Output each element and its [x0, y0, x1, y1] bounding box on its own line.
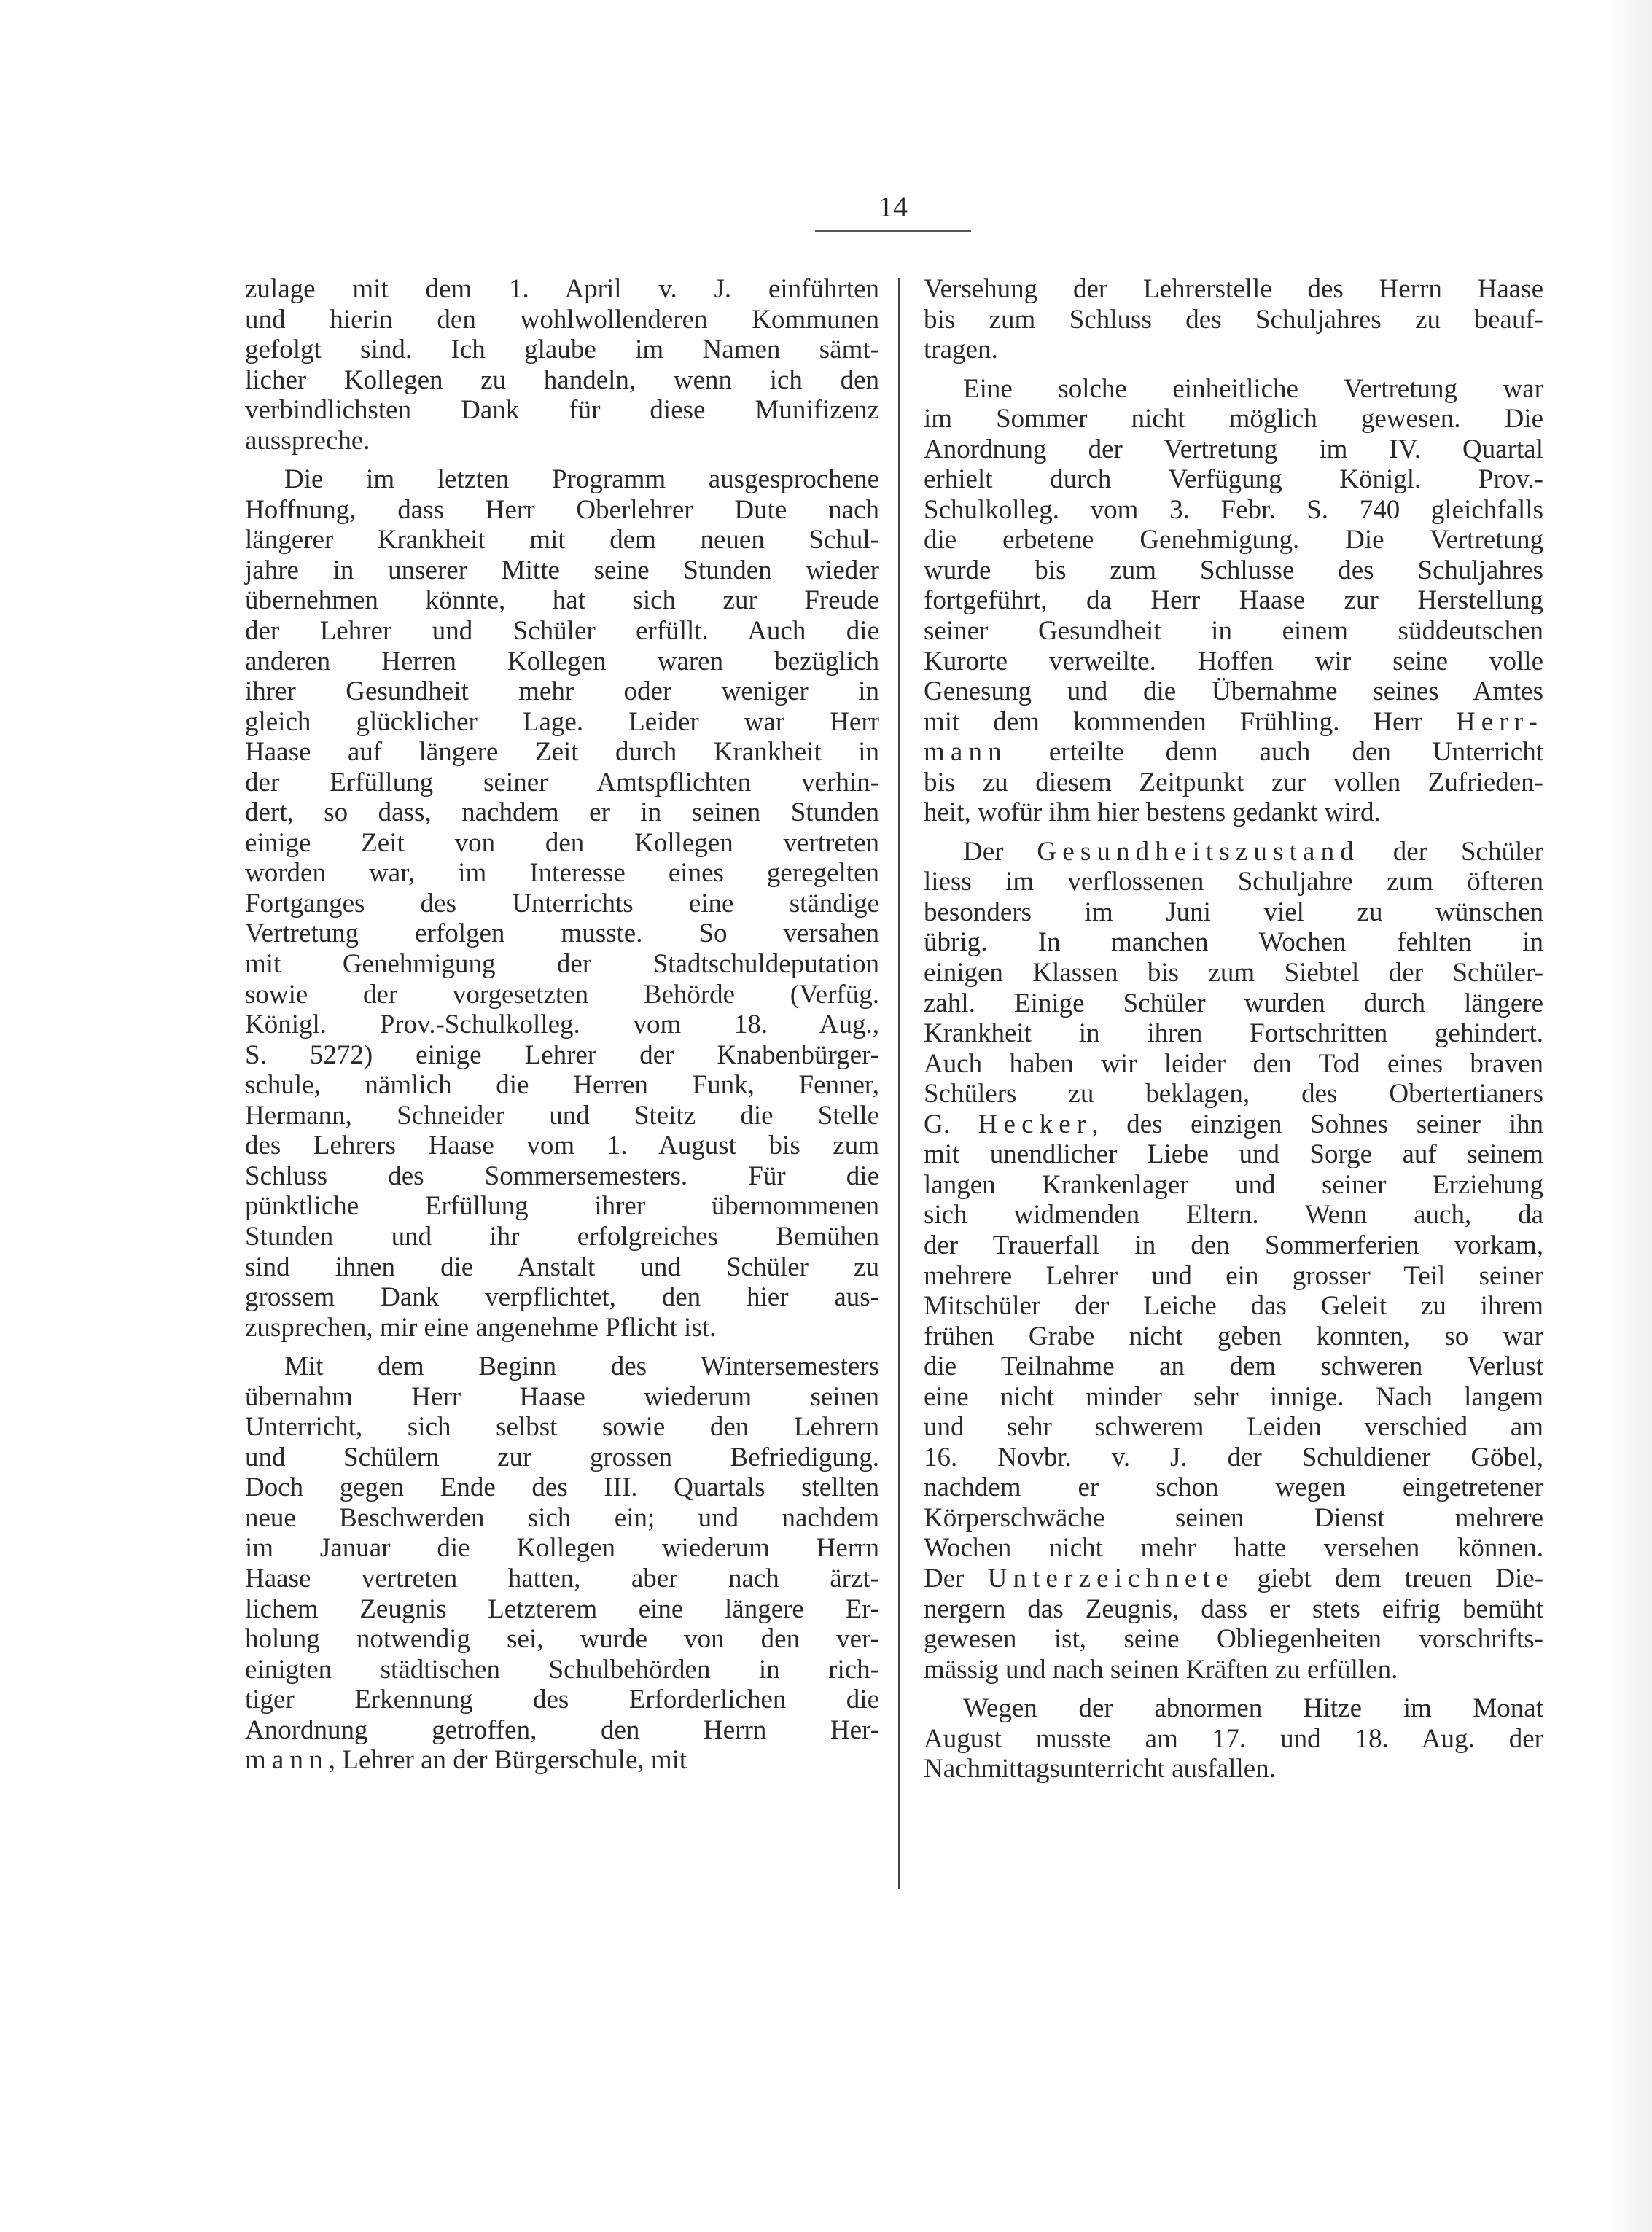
- text-line: Versehung der Lehrerstelle des Herrn Haase: [924, 274, 1543, 304]
- text-line: bis zum Schluss des Schuljahres zu beauf-: [924, 304, 1543, 335]
- text-line: verbindlichsten Dank für diese Munifizenz: [245, 395, 879, 426]
- text-line: schule, nämlich die Herren Funk, Fenner,: [245, 1070, 879, 1101]
- emphasized-word: Hecker: [978, 1109, 1092, 1139]
- text-line: mässig und nach seinen Kräften zu erfüllen.: [924, 1654, 1398, 1685]
- paragraph: [245, 464, 879, 1343]
- text-line: grossem Dank verpflichtet, den hier aus-: [245, 1282, 879, 1313]
- page-edge-shadow: [1608, 0, 1652, 2232]
- text-line: August musste am 17. und 18. Aug. der: [924, 1723, 1543, 1754]
- text-line: mit unendlicher Liebe und Sorge auf seinem: [924, 1139, 1543, 1170]
- text-line: mann erteilte denn auch den Unterricht: [924, 737, 1543, 768]
- text-line: einige Zeit von den Kollegen vertreten: [245, 827, 879, 858]
- text-line: Stunden und ihr erfolgreiches Bemühen: [245, 1221, 879, 1252]
- text-line: übernehmen könnte, hat sich zur Freude: [245, 585, 879, 616]
- text-line: tiger Erkennung des Erforderlichen die: [245, 1685, 879, 1715]
- text-line: Königl. Prov.-Schulkolleg. vom 18. Aug.,: [245, 1010, 879, 1040]
- text-line: ihrer Gesundheit mehr oder weniger in: [245, 676, 879, 707]
- text-line: und Schülern zur grossen Befriedigung.: [245, 1442, 879, 1472]
- text-line: Hoffnung, dass Herr Oberlehrer Dute nach: [245, 494, 879, 525]
- text-line: des Lehrers Haase vom 1. August bis zum: [245, 1131, 879, 1161]
- text-line: Doch gegen Ende des III. Quartals stellten: [245, 1472, 879, 1503]
- text-line: worden war, im Interesse eines geregelten: [245, 858, 879, 889]
- text-line: zusprechen, mir eine angenehme Pflicht ist.: [245, 1312, 717, 1343]
- text-line: der Erfüllung seiner Amtspflichten verhin-: [245, 767, 879, 797]
- paragraph: [924, 274, 1543, 365]
- text-line: Haase auf längere Zeit durch Krankheit in: [245, 737, 879, 768]
- text-line: heit, wofür ihm hier bestens gedankt wird.: [924, 797, 1381, 828]
- paragraph: [924, 1693, 1543, 1784]
- text-line: dert, so dass, nachdem er in seinen Stunden: [245, 797, 879, 828]
- text-line: G. Hecker, des einzigen Sohnes seiner ihn: [924, 1109, 1543, 1139]
- text-line: im Januar die Kollegen wiederum Herrn: [245, 1533, 879, 1564]
- paragraph: [924, 374, 1543, 828]
- text-line: mit dem kommenden Frühling. Herr Herr-: [924, 706, 1543, 737]
- text-line: im Sommer nicht möglich gewesen. Die: [924, 404, 1543, 434]
- text-line: neue Beschwerden sich ein; und nachdem: [245, 1502, 879, 1533]
- text-line: übernahm Herr Haase wiederum seinen: [245, 1381, 879, 1412]
- text-line: Genesung und die Übernahme seines Amtes: [924, 676, 1543, 707]
- text-line: sowie der vorgesetzten Behörde (Verfüg.: [245, 979, 879, 1010]
- text-line: gefolgt sind. Ich glaube im Namen sämt-: [245, 335, 879, 365]
- text-line: seiner Gesundheit in einem süddeutschen: [924, 616, 1543, 647]
- text-line: nachdem er schon wegen eingetretener: [924, 1472, 1543, 1503]
- text-line: ausspreche.: [245, 425, 370, 456]
- text-line: einigten städtischen Schulbehörden in rich-: [245, 1654, 879, 1685]
- text-line: zulage mit dem 1. April v. J. einführten: [245, 274, 879, 304]
- text-line: Mitschüler der Leiche das Geleit zu ihrem: [924, 1291, 1543, 1322]
- text-line: und sehr schwerem Leiden verschied am: [924, 1412, 1543, 1443]
- column-divider: [898, 278, 900, 1889]
- text-line: die Teilnahme an dem schweren Verlust: [924, 1351, 1543, 1382]
- text-line: übrig. In manchen Wochen fehlten in: [924, 927, 1543, 958]
- text-line: mann, Lehrer an der Bürgerschule, mit: [245, 1745, 687, 1776]
- text-line: 16. Novbr. v. J. der Schuldiener Göbel,: [924, 1442, 1543, 1472]
- text-line: lichem Zeugnis Letzterem eine längere Er-: [245, 1593, 879, 1624]
- emphasized-word: Unterzeichnete: [987, 1563, 1234, 1593]
- emphasized-word: mann: [924, 737, 1008, 768]
- text-line: Wegen der abnormen Hitze im Monat: [963, 1693, 1543, 1724]
- text-line: holung notwendig sei, wurde von den ver-: [245, 1624, 879, 1655]
- text-line: der Trauerfall in den Sommerferien vorkam,: [924, 1230, 1543, 1260]
- text-line: Haase vertreten hatten, aber nach ärzt-: [245, 1563, 879, 1593]
- text-line: Anordnung getroffen, den Herrn Her-: [245, 1714, 879, 1745]
- text-line: Der Gesundheitszustand der Schüler: [963, 836, 1543, 867]
- text-line: S. 5272) einige Lehrer der Knabenbürger-: [245, 1039, 879, 1070]
- text-line: Hermann, Schneider und Steitz die Stelle: [245, 1100, 879, 1131]
- text-line: fortgeführt, da Herr Haase zur Herstellung: [924, 585, 1543, 616]
- text-line: gleich glücklicher Lage. Leider war Herr: [245, 706, 879, 737]
- text-line: der Lehrer und Schüler erfüllt. Auch die: [245, 616, 879, 647]
- text-line: Die im letzten Programm ausgesprochene: [284, 464, 879, 495]
- text-line: bis zu diesem Zeitpunkt zur vollen Zufrieden-: [924, 767, 1543, 797]
- text-line: mit Genehmigung der Stadtschuldeputation: [245, 949, 879, 980]
- text-line: Nachmittagsunterricht ausfallen.: [924, 1754, 1276, 1784]
- text-line: jahre in unserer Mitte seine Stunden wieder: [245, 555, 879, 585]
- left-column: [245, 274, 879, 1776]
- text-line: gewesen ist, seine Obliegenheiten vorschrifts-: [924, 1624, 1543, 1655]
- paragraph: [924, 837, 1543, 1685]
- page-number: 14: [878, 190, 908, 223]
- text-line: Fortganges des Unterrichts eine ständige: [245, 888, 879, 918]
- text-line: liess im verflossenen Schuljahre zum öfteren: [924, 867, 1543, 897]
- text-line: Eine solche einheitliche Vertretung war: [963, 373, 1543, 404]
- text-line: mehrere Lehrer und ein grosser Teil seiner: [924, 1260, 1543, 1291]
- text-line: pünktliche Erfüllung ihrer übernommenen: [245, 1191, 879, 1222]
- text-line: Krankheit in ihren Fortschritten gehindert.: [924, 1018, 1543, 1049]
- text-line: die erbetene Genehmigung. Die Vertretung: [924, 525, 1543, 555]
- paragraph: [245, 274, 879, 456]
- text-line: Vertretung erfolgen musste. So versahen: [245, 918, 879, 949]
- text-line: einigen Klassen bis zum Siebtel der Schüler-: [924, 958, 1543, 988]
- text-line: Auch haben wir leider den Tod eines braven: [924, 1048, 1543, 1079]
- text-line: erhielt durch Verfügung Königl. Prov.-: [924, 464, 1543, 495]
- text-line: und hierin den wohlwollenderen Kommunen: [245, 304, 879, 335]
- text-line: Unterricht, sich selbst sowie den Lehrern: [245, 1412, 879, 1443]
- right-column: [924, 274, 1543, 1784]
- text-line: Der Unterzeichnete giebt dem treuen Die-: [924, 1563, 1544, 1593]
- emphasized-word: Herr-: [1455, 706, 1543, 737]
- text-line: sind ihnen die Anstalt und Schüler zu: [245, 1252, 879, 1282]
- text-line: Kurorte verweilte. Hoffen wir seine volle: [924, 646, 1543, 676]
- text-line: frühen Grabe nicht geben konnten, so war: [924, 1321, 1543, 1351]
- text-line: wurde bis zum Schlusse des Schuljahres: [924, 555, 1543, 585]
- emphasized-word: Gesundheitszustand: [1037, 836, 1360, 867]
- text-line: besonders im Juni viel zu wünschen: [924, 897, 1543, 927]
- text-line: zahl. Einige Schüler wurden durch längere: [924, 988, 1543, 1018]
- emphasized-word: mann: [245, 1745, 329, 1776]
- paragraph: [245, 1351, 879, 1776]
- text-line: längerer Krankheit mit dem neuen Schul-: [245, 525, 879, 555]
- text-line: nergern das Zeugnis, dass er stets eifrig bemüht: [924, 1593, 1543, 1624]
- text-line: Mit dem Beginn des Wintersemesters: [284, 1351, 879, 1382]
- text-line: Anordnung der Vertretung im IV. Quartal: [924, 434, 1543, 464]
- text-line: Körperschwäche seinen Dienst mehrere: [924, 1502, 1543, 1533]
- text-line: Wochen nicht mehr hatte versehen können.: [924, 1533, 1543, 1564]
- text-line: sich widmenden Eltern. Wenn auch, da: [924, 1200, 1543, 1230]
- text-line: tragen.: [924, 335, 998, 365]
- text-line: eine nicht minder sehr innige. Nach langem: [924, 1381, 1543, 1412]
- text-line: Schülers zu beklagen, des Obertertianers: [924, 1079, 1543, 1109]
- text-line: anderen Herren Kollegen waren bezüglich: [245, 646, 879, 676]
- text-line: licher Kollegen zu handeln, wenn ich den: [245, 364, 879, 395]
- text-line: Schluss des Sommersemesters. Für die: [245, 1160, 879, 1191]
- text-line: Schulkolleg. vom 3. Febr. S. 740 gleichfalls: [924, 494, 1543, 525]
- text-line: langen Krankenlager und seiner Erziehung: [924, 1169, 1543, 1200]
- header-rule: [815, 230, 971, 232]
